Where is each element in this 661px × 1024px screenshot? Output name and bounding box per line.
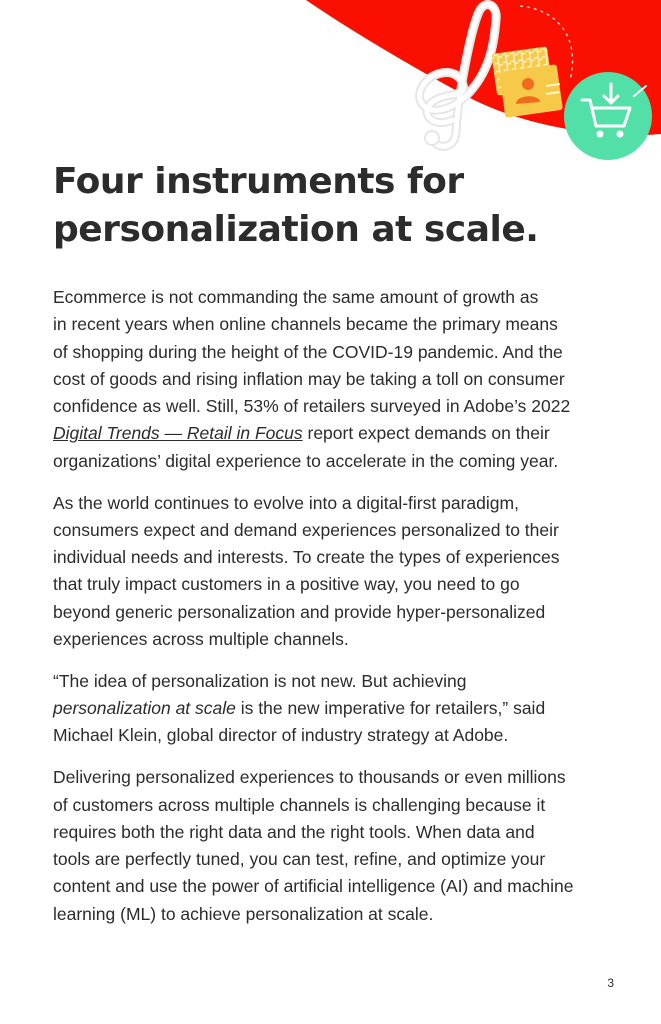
text-line: “The idea of personalization is not new. But achieving <box>53 670 467 691</box>
paragraph-delivering <box>53 764 613 928</box>
text-line: organizations’ digital experience to accelerate in the coming year. <box>53 450 559 471</box>
header-illustration <box>0 0 661 170</box>
text-line: of customers across multiple channels is challenging because it <box>53 794 546 815</box>
text-line: As the world continues to evolve into a digital-first paradigm, <box>53 492 519 513</box>
text-segment: is the new imperative for retailers,” said <box>235 698 546 719</box>
paragraph-ecommerce-growth <box>53 284 613 475</box>
text-line <box>53 695 613 722</box>
emphasized-phrase: personalization at scale <box>53 698 236 719</box>
page-title-line: Four instruments for <box>53 161 464 202</box>
text-line: that truly impact customers in a positive way, you need to go <box>53 574 520 595</box>
report-citation-link[interactable]: Digital Trends — Retail in Focus <box>53 423 303 444</box>
text-line: learning (ML) to achieve personalization at scale. <box>53 903 434 924</box>
text-line <box>53 420 613 447</box>
text-line: of shopping during the height of the COVID-19 pandemic. And the <box>53 341 563 362</box>
paragraph-digital-first <box>53 490 613 654</box>
text-line: tools are perfectly tuned, you can test, refine, and optimize your <box>53 849 546 870</box>
page-number: 3 <box>607 976 614 990</box>
text-line: consumers expect and demand experiences personalized to their <box>53 519 559 540</box>
text-line: Ecommerce is not commanding the same amount of growth as <box>53 287 539 307</box>
text-line: experiences across multiple channels. <box>53 629 349 650</box>
text-line: confidence as well. Still, 53% of retailers surveyed in Adobe’s 2022 <box>53 396 571 417</box>
article-body <box>53 284 613 943</box>
text-line: Delivering personalized experiences to thousands or even millions <box>53 767 566 788</box>
text-line: cost of goods and rising inflation may be taking a toll on consumer <box>53 368 565 389</box>
page-title <box>53 158 613 254</box>
page-title-line: personalization at scale. <box>53 209 539 250</box>
text-line: content and use the power of artificial intelligence (AI) and machine <box>53 876 574 897</box>
text-segment: report expect demands on their <box>302 423 550 444</box>
text-line: requires both the right data and the right tools. When data and <box>53 821 535 842</box>
shopping-cart-icon <box>564 72 652 160</box>
text-line: in recent years when online channels became the primary means <box>53 314 558 335</box>
text-line: beyond generic personalization and provide hyper-personalized <box>53 601 546 622</box>
paragraph-quote <box>53 668 613 750</box>
text-line: Michael Klein, global director of industry strategy at Adobe. <box>53 725 509 746</box>
text-line: individual needs and interests. To create the types of experiences <box>53 547 560 568</box>
